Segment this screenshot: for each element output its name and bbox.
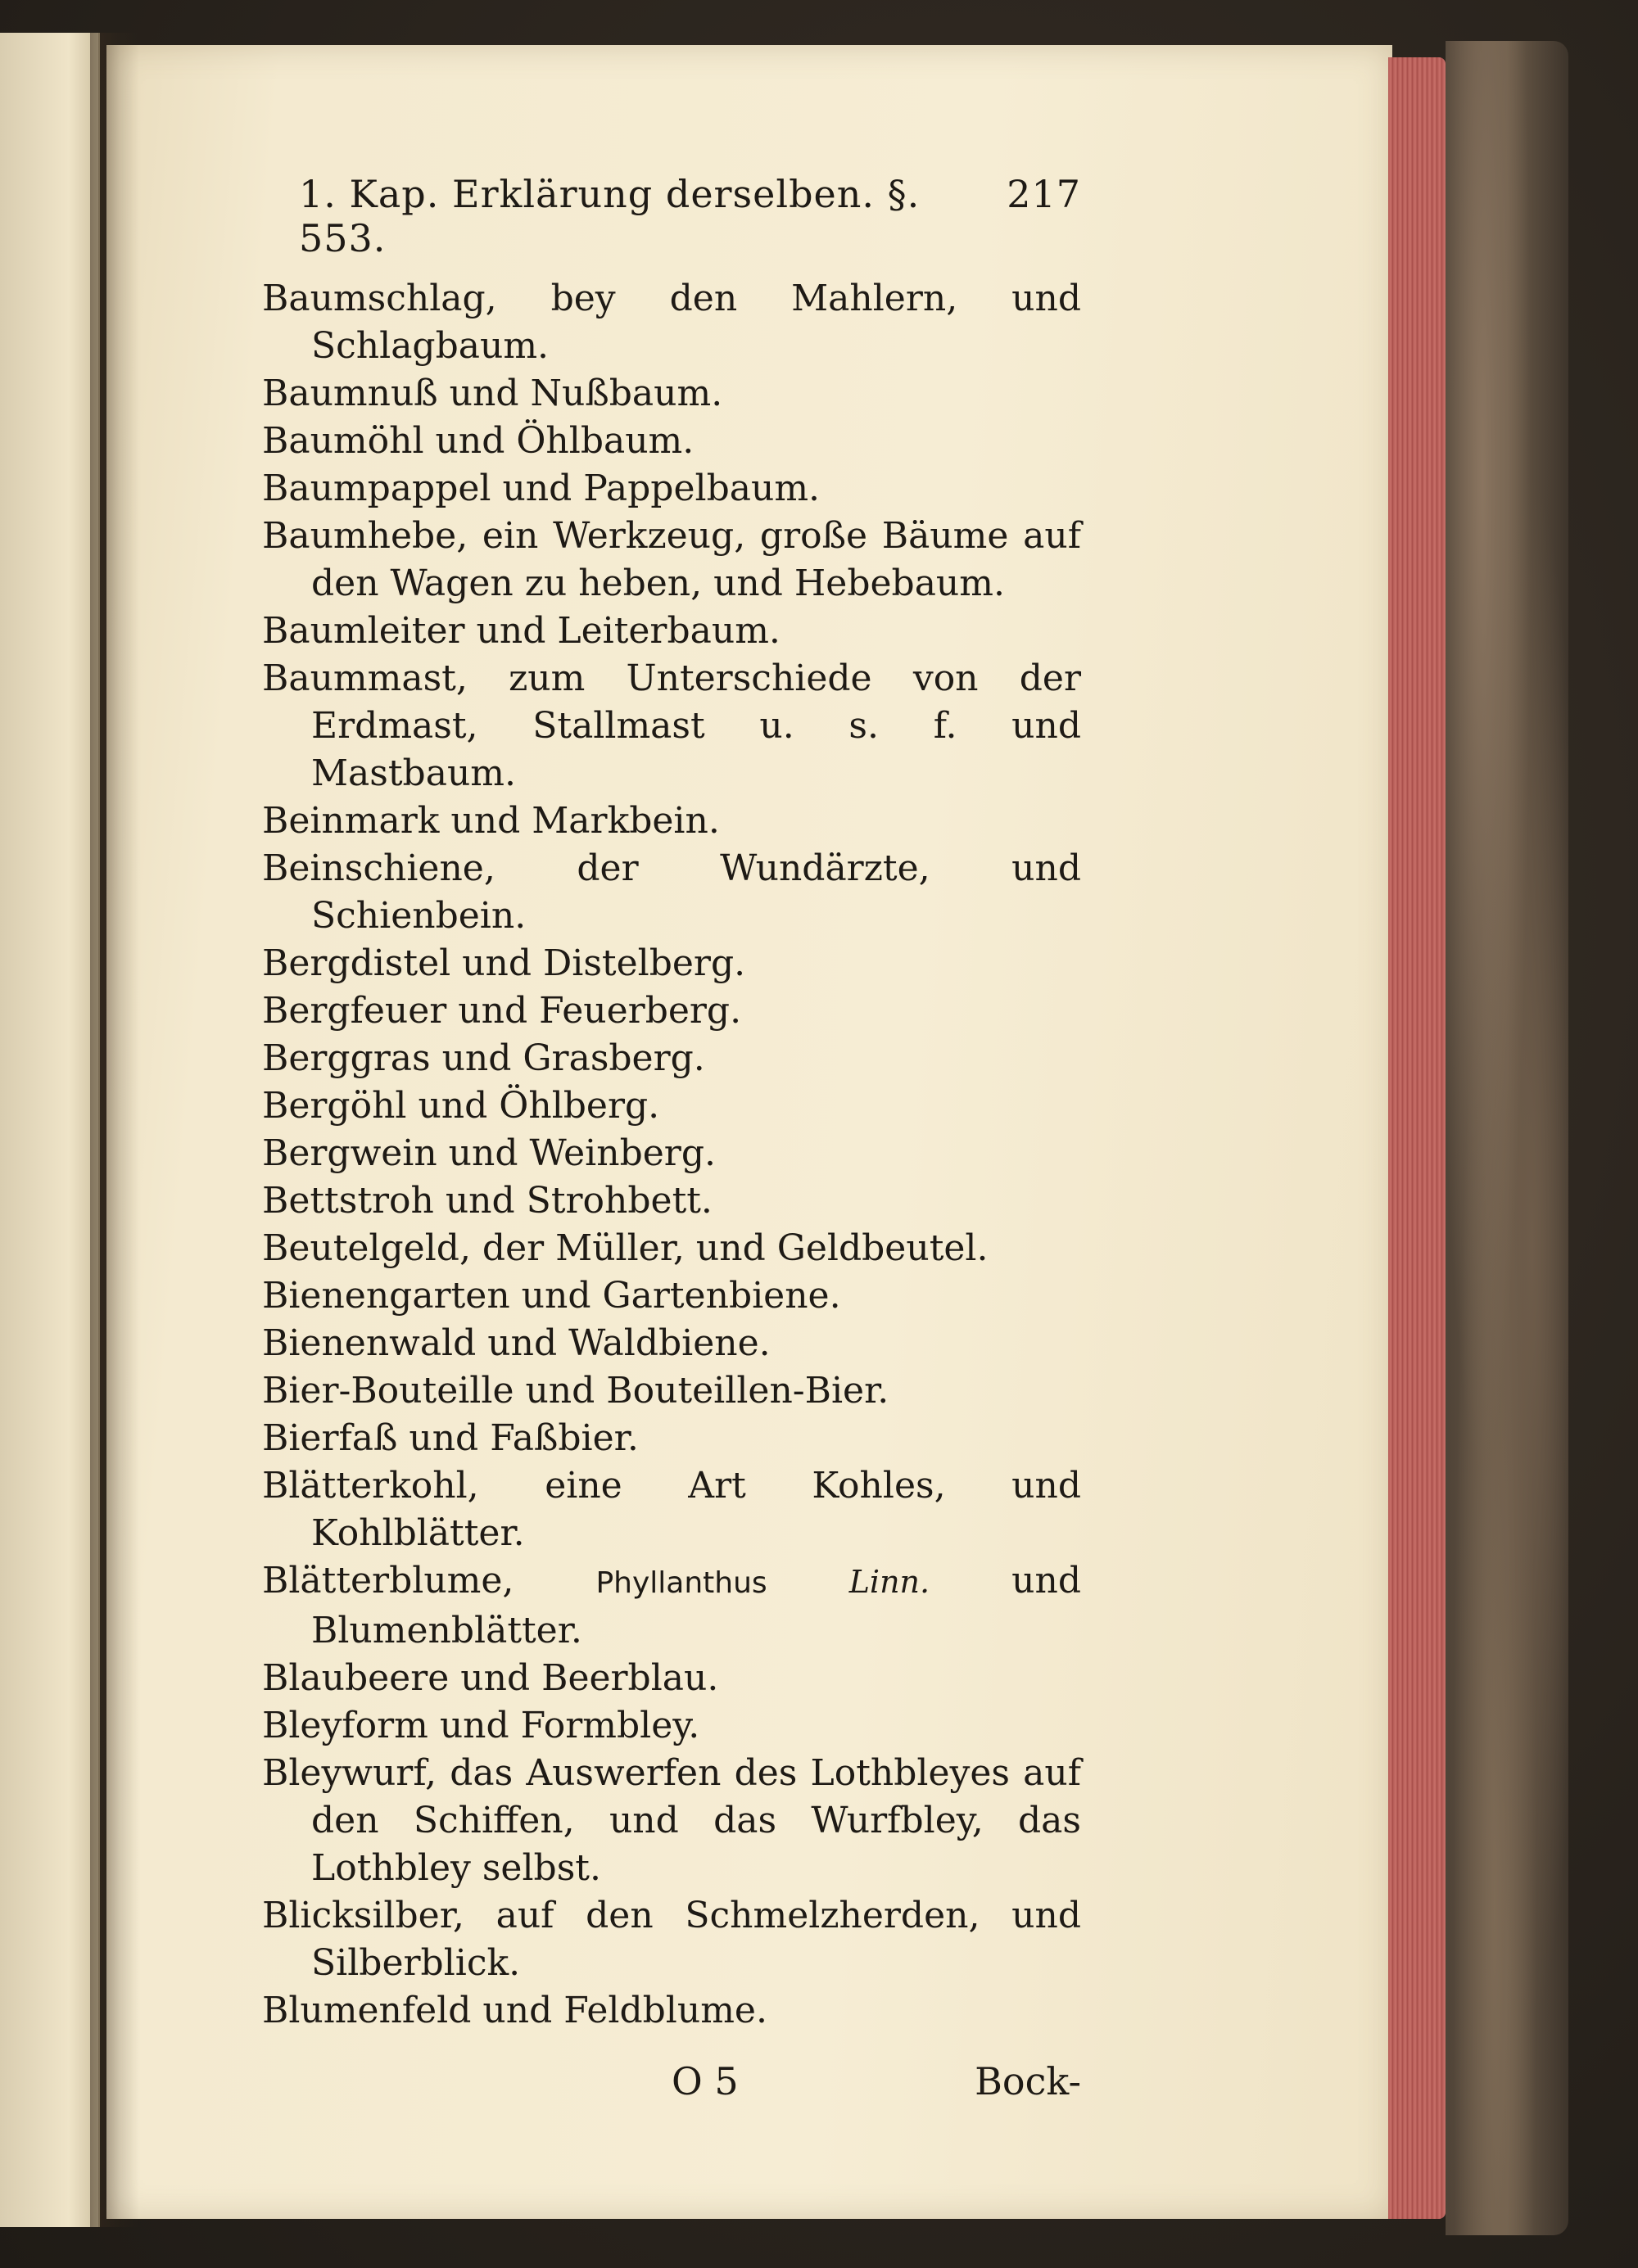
page-footer bbox=[262, 2059, 1081, 2103]
entry: Blumenfeld und Feldblume. bbox=[262, 1990, 767, 2031]
catchword: Bock- bbox=[975, 2059, 1081, 2103]
entry: Bienengarten und Gartenbiene. bbox=[262, 1275, 841, 1317]
latin-authority: Linn. bbox=[848, 1564, 930, 1600]
entry: Bergwein und Weinberg. bbox=[262, 1132, 716, 1174]
entry-lead: Blätterblume, bbox=[262, 1560, 514, 1602]
entry: Bier-Bouteille und Bouteillen-Bier. bbox=[262, 1370, 889, 1412]
entry: Bleyform und Formbley. bbox=[262, 1705, 700, 1746]
entry: Bienenwald und Waldbiene. bbox=[262, 1322, 771, 1364]
running-head-title: 1. Kap. Erklärung derselben. §. 553. bbox=[299, 172, 921, 260]
entry: Blicksilber, auf den Schmelzherden, und Silberblick. bbox=[262, 1895, 1081, 1984]
left-page-edge bbox=[0, 33, 100, 2227]
entry: Berggras und Grasberg. bbox=[262, 1037, 705, 1079]
marbled-cover bbox=[1446, 41, 1568, 2235]
latin-name: Phyllanthus bbox=[595, 1566, 767, 1600]
gutter-shadow bbox=[90, 33, 139, 2227]
page-edges bbox=[1388, 57, 1446, 2219]
entry: Baumhebe, ein Werkzeug, große Bäume auf den Wagen zu heben, und Hebebaum. bbox=[262, 515, 1081, 604]
entry: Bergöhl und Öhlberg. bbox=[262, 1085, 660, 1127]
entry: Baumöhl und Öhlbaum. bbox=[262, 420, 695, 462]
entry: Baumnuß und Nußbaum. bbox=[262, 373, 723, 414]
entry: Bierfaß und Faßbier. bbox=[262, 1417, 639, 1459]
entry-rest: und Blumenblätter. bbox=[311, 1560, 1081, 1651]
entry: Bettstroh und Strohbett. bbox=[262, 1180, 713, 1222]
page-text bbox=[262, 172, 1081, 2103]
entry-list bbox=[262, 275, 1081, 2035]
entry: Baumleiter und Leiterbaum. bbox=[262, 610, 781, 652]
entry: Bergdistel und Distelberg. bbox=[262, 942, 746, 984]
entry: Beutelgeld, der Müller, und Geldbeutel. bbox=[262, 1227, 989, 1269]
entry: Baumpappel und Pappelbaum. bbox=[262, 468, 821, 509]
running-head bbox=[299, 172, 1081, 260]
entry: Blätterkohl, eine Art Kohles, und Kohlblätter. bbox=[262, 1465, 1081, 1554]
entry: Beinmark und Markbein. bbox=[262, 800, 720, 842]
signature-mark: O 5 bbox=[672, 2059, 739, 2103]
page-number: 217 bbox=[1007, 172, 1081, 216]
entry: Beinschiene, der Wundärzte, und Schienbein. bbox=[262, 847, 1081, 937]
entry: Baummast, zum Unterschiede von der Erdmast, Stallmast u. s. f. und Mastbaum. bbox=[262, 657, 1081, 794]
entry: Blaubeere und Beerblau. bbox=[262, 1657, 719, 1699]
entry-blaetterblume bbox=[262, 1557, 1081, 1655]
entry: Bleywurf, das Auswerfen des Lothbleyes auf den Schiffen, und das Wurfbley, das Lothbley selbst. bbox=[262, 1752, 1081, 1889]
entry: Baumschlag, bey den Mahlern, und Schlagbaum. bbox=[262, 278, 1081, 367]
entry: Bergfeuer und Feuerberg. bbox=[262, 990, 742, 1032]
